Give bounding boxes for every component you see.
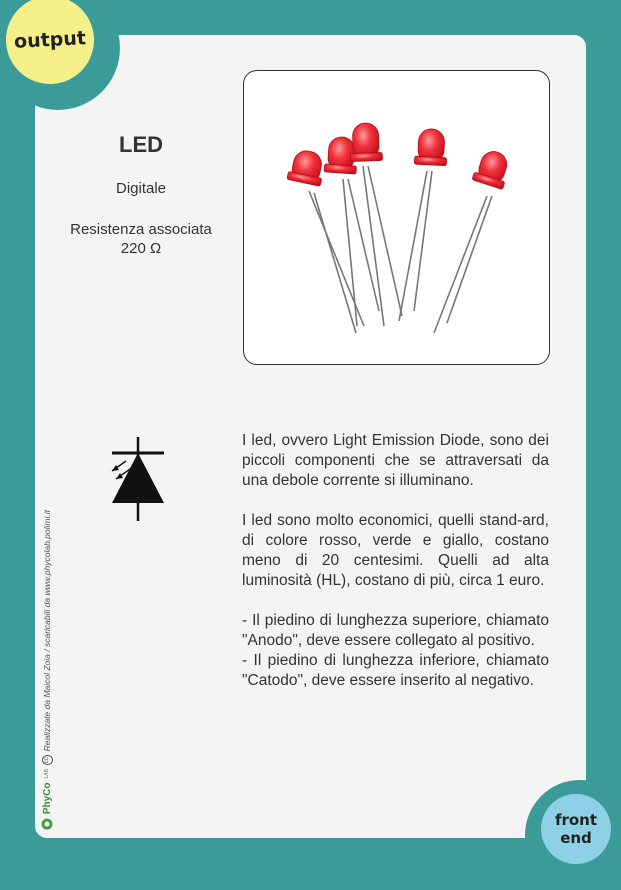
- component-title: LED: [119, 132, 163, 157]
- side-credit: [40, 510, 54, 830]
- component-type: Digitale: [115, 180, 167, 197]
- description-paragraph-1: I led, ovvero Light Emission Diode, sono dei piccoli componenti che se attraversati da una debole corrente si illuminano.: [242, 432, 549, 489]
- phyco-logo-text: PhyCo: [41, 782, 53, 815]
- output-badge-label: output: [4, 0, 96, 86]
- front-label: front: [554, 811, 598, 829]
- front-end-badge: [525, 780, 621, 890]
- description-paragraph-4: - Il piedino di lunghezza inferiore, chiamato "Catodo", deve essere inserito al negativo.: [242, 652, 549, 689]
- led-photo: [243, 70, 550, 365]
- resistor-label: Resistenza associata: [70, 221, 212, 238]
- phyco-logo-icon: [40, 818, 54, 830]
- resistor-value: 220 Ω: [120, 240, 162, 257]
- led-photo-illustration: [244, 71, 549, 364]
- front-end-badge-label: [541, 794, 611, 864]
- led-schematic-icon: [104, 435, 170, 525]
- end-label: end: [560, 829, 592, 847]
- credit-text: Realizzate da Maicol Zoia / scaricabili da www.phycolab.polimi.it: [42, 510, 52, 752]
- resistor-info: [50, 220, 232, 258]
- description: [242, 431, 549, 691]
- cc-license-icon: cc: [42, 755, 53, 765]
- description-paragraph-2: I led sono molto economici, quelli stand-ard, di colore rosso, verde e giallo, costano meno di 20 centesimi. Quelli ad alta luminosità (HL), costano di più, circa 1 euro.: [242, 512, 549, 589]
- description-paragraph-3: - Il piedino di lunghezza superiore, chiamato "Anodo", deve essere collegato al positivo.: [242, 612, 549, 649]
- phyco-logo-sub: LAB: [44, 769, 50, 779]
